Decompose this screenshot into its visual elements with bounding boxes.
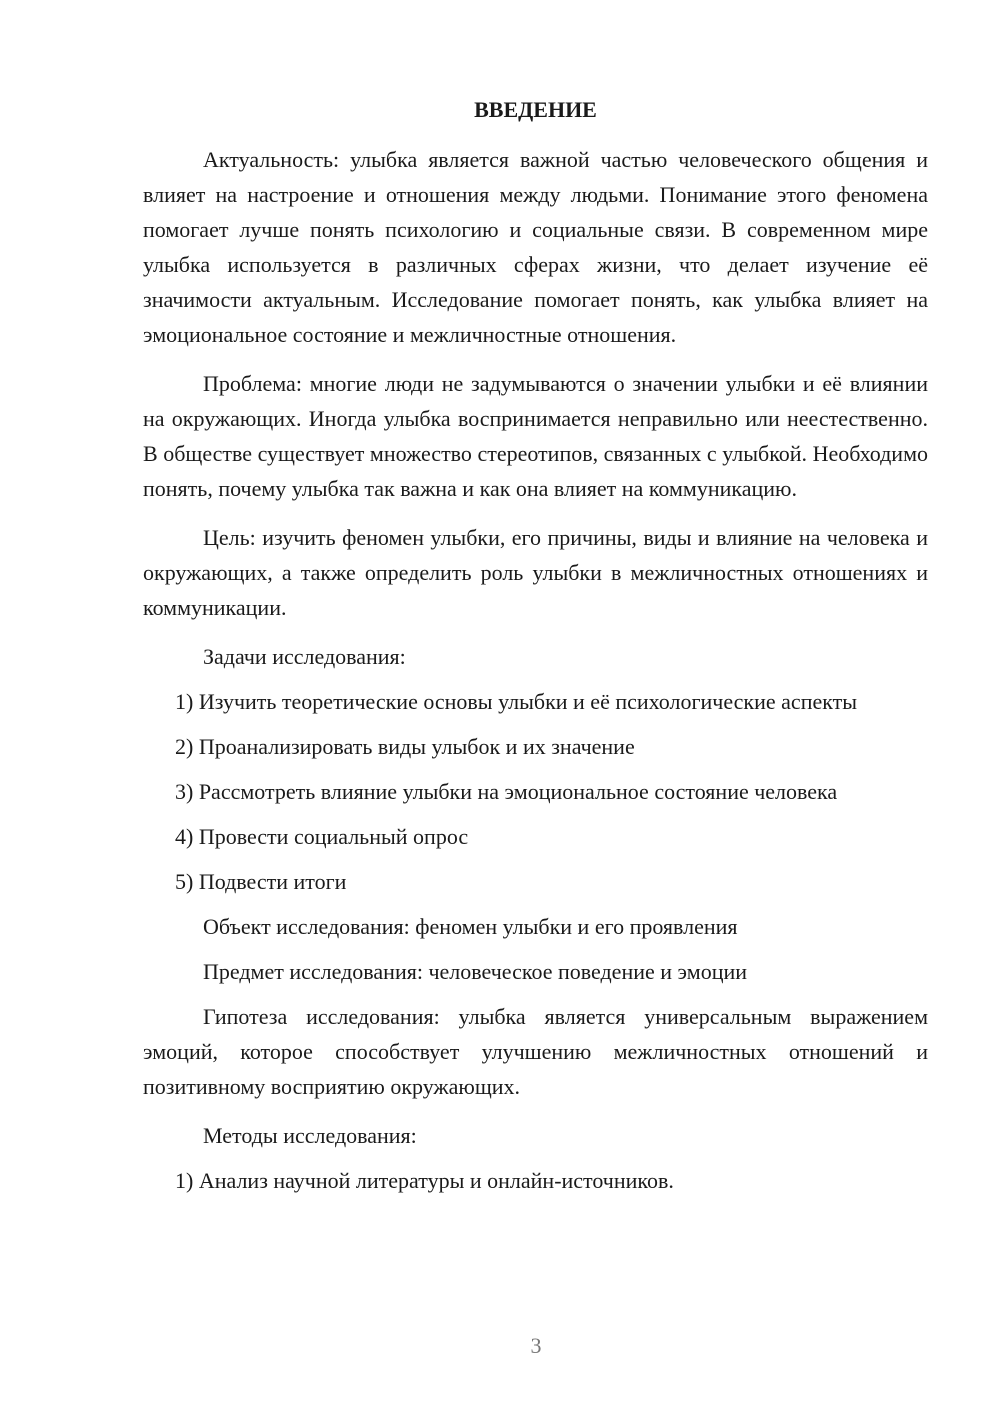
subject-paragraph: Предмет исследования: человеческое поведение и эмоции — [203, 959, 748, 984]
page-number: 3 — [530, 1333, 542, 1358]
problem-paragraph: Проблема: многие люди не задумываются о значении улыбки и её влиянии на окружающих. Иногда улыбка воспринимается неправильно или неестественно. В обществе существует множество стереотипов, связанных с улыбкой. Необходимо понять, почему улыбка так важна и как она влияет на коммуникацию. — [143, 371, 928, 501]
list-item: 1) Изучить теоретические основы улыбки и её психологические аспекты — [175, 689, 858, 714]
methods-heading: Методы исследования: — [203, 1123, 417, 1148]
hypothesis-paragraph: Гипотеза исследования: улыбка является универсальным выражением эмоций, которое способствует улучшению межличностных отношений и позитивному восприятию окружающих. — [143, 1004, 928, 1099]
list-item: 4) Провести социальный опрос — [175, 824, 469, 849]
tasks-heading: Задачи исследования: — [203, 644, 406, 669]
methods-list — [143, 1163, 928, 1198]
page-title: ВВЕДЕНИЕ — [474, 97, 597, 122]
tasks-list — [143, 684, 928, 899]
object-paragraph: Объект исследования: феномен улыбки и его проявления — [203, 914, 738, 939]
list-item: 2) Проанализировать виды улыбок и их значение — [175, 734, 635, 759]
relevance-paragraph: Актуальность: улыбка является важной частью человеческого общения и влияет на настроение и отношения между людьми. Понимание этого феномена помогает лучше понять психологию и социальные связи. В современном мире улыбка используется в различных сферах жизни, что делает изучение её значимости актуальным. Исследование помогает понять, как улыбка влияет на эмоциональное состояние и межличностные отношения. — [143, 147, 928, 347]
goal-paragraph: Цель: изучить феномен улыбки, его причины, виды и влияние на человека и окружающих, а также определить роль улыбки в межличностных отношениях и коммуникации. — [143, 525, 928, 620]
page-content — [143, 92, 928, 1208]
list-item: 5) Подвести итоги — [175, 869, 347, 894]
list-item: 3) Рассмотреть влияние улыбки на эмоциональное состояние человека — [175, 779, 838, 804]
list-item: 1) Анализ научной литературы и онлайн-источников. — [175, 1168, 674, 1193]
